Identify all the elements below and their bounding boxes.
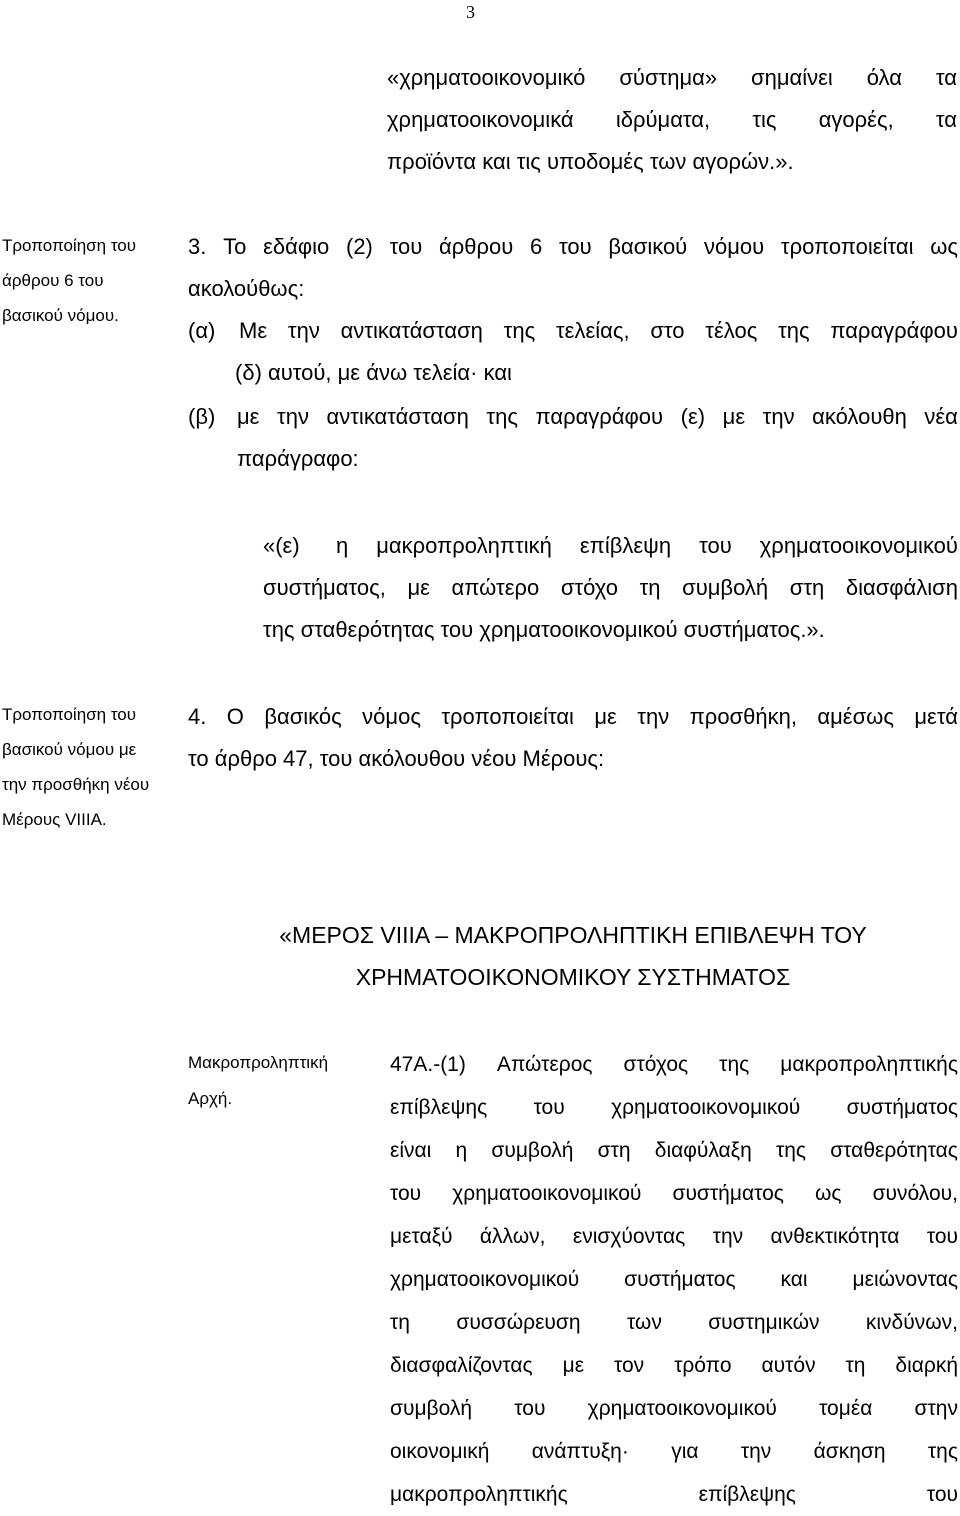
section-4-line2: το άρθρο 47, του ακόλουθου νέου Μέρους: xyxy=(188,746,605,771)
item-a-line1 xyxy=(239,310,958,352)
word: διαρκή xyxy=(895,1354,958,1377)
word: τροποποιείται xyxy=(780,234,914,259)
word: διασφάλιση xyxy=(845,575,958,600)
quote-line-3: προϊόντα και τις υποδομές των αγορών.». xyxy=(387,149,794,174)
word: νόμος xyxy=(362,704,421,729)
word: ενισχύοντας xyxy=(572,1225,686,1248)
word: χρηματοοικονομικού xyxy=(452,1182,642,1205)
word: νέα xyxy=(924,404,958,429)
item-b-line1 xyxy=(237,396,958,438)
word: απώτερο xyxy=(451,575,540,600)
word: ιδρύματα, xyxy=(615,107,711,132)
page-number: 3 xyxy=(466,2,475,22)
word: του xyxy=(390,1182,422,1205)
word: την xyxy=(637,704,670,729)
word: Το xyxy=(223,234,247,259)
item-a-label: (α) xyxy=(188,318,216,343)
word: και xyxy=(780,1268,808,1291)
word: την xyxy=(712,1225,744,1248)
article-47a-line xyxy=(390,1215,958,1258)
section-3-intro-line1 xyxy=(188,226,958,268)
quote-line-2 xyxy=(387,99,957,141)
word: παραγράφου xyxy=(535,404,664,429)
article-47a-line xyxy=(390,1301,958,1344)
part-heading-line2: ΧΡΗΜΑΤΟΟΙΚΟΝΟΜΙΚΟΥ ΣΥΣΤΗΜΑΤΟΣ xyxy=(355,964,791,990)
word: διασφαλίζοντας xyxy=(390,1354,533,1377)
word: συσσώρευση xyxy=(456,1311,581,1334)
word: αντικατάσταση xyxy=(340,318,483,343)
word: τα xyxy=(935,107,957,132)
paragraph-e-label: «(ε) xyxy=(263,533,300,558)
word: είναι xyxy=(390,1139,432,1162)
word: της xyxy=(486,404,518,429)
section-3 xyxy=(188,226,958,310)
section-3-intro-line2: ακολούθως: xyxy=(188,276,305,301)
word: 3. xyxy=(188,234,207,259)
new-paragraph-e xyxy=(263,525,958,651)
word: ως xyxy=(930,234,958,259)
word: προσθήκη, xyxy=(689,704,797,729)
word: οικονομική xyxy=(390,1440,490,1463)
word: ανάπτυξη· xyxy=(531,1440,629,1463)
word: συστημικών xyxy=(708,1311,820,1334)
word: (2) xyxy=(346,234,373,259)
word: του xyxy=(389,234,423,259)
word: στην xyxy=(914,1397,958,1420)
word: της xyxy=(775,1139,807,1162)
word: ανθεκτικότητα xyxy=(770,1225,900,1248)
item-b-label: (β) xyxy=(188,404,216,429)
word: χρηματοοικονομικού xyxy=(759,533,958,558)
margin-note-section-4: Τροποποίηση του βασικού νόμου με την προσθήκη νέου Μέρους VIIIA. xyxy=(2,705,150,829)
word: μακροπροληπτικής xyxy=(390,1483,568,1506)
word: συστήματος xyxy=(846,1096,958,1119)
word: χρηματοοικονομικού xyxy=(611,1096,801,1119)
word: στόχος xyxy=(623,1053,689,1076)
word: με xyxy=(722,404,746,429)
word: 4. xyxy=(188,704,207,729)
word: του xyxy=(533,1096,565,1119)
paragraph-e-line1 xyxy=(336,525,958,567)
word: στο xyxy=(650,318,685,343)
word: μεταξύ xyxy=(390,1225,453,1248)
word: αυτόν xyxy=(761,1354,816,1377)
word: στόχο xyxy=(560,575,618,600)
word: συμβολή xyxy=(491,1139,574,1162)
word: 47Α.-(1) xyxy=(390,1053,466,1076)
word: μετά xyxy=(914,704,958,729)
word: συστήματος, xyxy=(263,575,386,600)
quote-continuation xyxy=(387,57,957,183)
word: σταθερότητας xyxy=(830,1139,958,1162)
word: κινδύνων, xyxy=(865,1311,958,1334)
word: τρόπο xyxy=(674,1354,732,1377)
word: επίβλεψης xyxy=(698,1483,796,1506)
article-47a-line xyxy=(390,1258,958,1301)
word: της xyxy=(719,1053,750,1076)
word: επίβλεψη xyxy=(579,533,672,558)
paragraph-e-line2 xyxy=(263,567,958,609)
word: η xyxy=(336,533,349,558)
section-4 xyxy=(188,696,958,780)
word: με xyxy=(407,575,430,600)
word: διαφύλαξη xyxy=(654,1139,752,1162)
word: «χρηματοοικονομικό xyxy=(387,65,586,90)
word: βασικός xyxy=(264,704,342,729)
word: εδάφιο xyxy=(263,234,330,259)
word: των xyxy=(626,1311,662,1334)
word: χρηματοοικονομικά xyxy=(387,107,574,132)
word: μακροπροληπτική xyxy=(376,533,552,558)
word: βασικού xyxy=(608,234,688,259)
word: συνόλου, xyxy=(872,1182,958,1205)
word: της xyxy=(778,318,810,343)
word: άλλων, xyxy=(479,1225,546,1248)
word: χρηματοοικονομικού xyxy=(390,1268,580,1291)
word: τον xyxy=(613,1354,645,1377)
part-heading-line1: «ΜΕΡΟΣ VIIIA – ΜΑΚΡΟΠΡΟΛΗΠΤΙΚΗ ΕΠΙΒΛΕΨΗ ΤΟΥ xyxy=(279,922,867,948)
word: του xyxy=(926,1483,958,1506)
article-47a-body xyxy=(390,1043,958,1516)
word: παραγράφου xyxy=(830,318,958,343)
word: τη xyxy=(845,1354,866,1377)
item-a-line2: (δ) αυτού, με άνω τελεία· και xyxy=(235,360,512,385)
word: για xyxy=(671,1440,699,1463)
margin-note-section-3: Τροποποίηση του άρθρου 6 του βασικού νόμου. xyxy=(2,236,137,325)
word: τομέα xyxy=(819,1397,873,1420)
word: η xyxy=(455,1139,468,1162)
word: τη xyxy=(639,575,661,600)
article-47a-line xyxy=(390,1043,958,1086)
word: την xyxy=(287,318,320,343)
word: την xyxy=(740,1440,772,1463)
article-47a-line xyxy=(390,1086,958,1129)
quote-line-1 xyxy=(387,57,957,99)
word: με xyxy=(594,704,617,729)
word: άσκηση xyxy=(813,1440,886,1463)
word: ακόλουθη xyxy=(812,404,907,429)
part-heading xyxy=(188,914,958,998)
word: χρηματοοικονομικού xyxy=(587,1397,777,1420)
word: με xyxy=(237,404,260,429)
word: του xyxy=(699,533,732,558)
word: τα xyxy=(935,65,957,90)
word: τέλος xyxy=(705,318,758,343)
article-47a-line xyxy=(390,1344,958,1387)
word: συστήματος xyxy=(672,1182,784,1205)
article-47a-line xyxy=(390,1430,958,1473)
word: τη xyxy=(390,1311,410,1334)
word: αγορές, xyxy=(818,107,894,132)
word: μειώνοντας xyxy=(852,1268,958,1291)
paragraph-e-line3: της σταθερότητας του χρηματοοικονομικού συστήματος.». xyxy=(263,617,825,642)
section-4-line1 xyxy=(188,696,958,738)
word: Απώτερος xyxy=(496,1053,593,1076)
word: άρθρου xyxy=(439,234,514,259)
word: συμβολή xyxy=(390,1397,473,1420)
word: Ο xyxy=(226,704,244,729)
item-b-line2: παράγραφο: xyxy=(237,446,359,471)
article-47a-line xyxy=(390,1387,958,1430)
word: τις xyxy=(752,107,777,132)
word: αντικατάσταση xyxy=(326,404,469,429)
word: όλα xyxy=(866,65,902,90)
word: μακροπροληπτικής xyxy=(780,1053,958,1076)
word: επίβλεψης xyxy=(390,1096,488,1119)
word: τροποποιείται xyxy=(441,704,574,729)
word: σύστημα» xyxy=(619,65,718,90)
word: αμέσως xyxy=(817,704,894,729)
word: 6 xyxy=(530,234,543,259)
article-47a-line xyxy=(390,1473,958,1516)
word: ως xyxy=(814,1182,842,1205)
word: συστήματος xyxy=(624,1268,736,1291)
word: συμβολή xyxy=(682,575,769,600)
word: του xyxy=(514,1397,546,1420)
word: την xyxy=(762,404,795,429)
word: την xyxy=(277,404,309,429)
word: Με xyxy=(239,318,268,343)
word: τελείας, xyxy=(555,318,630,343)
word: του xyxy=(926,1225,958,1248)
word: στη xyxy=(789,575,825,600)
word: νόμου xyxy=(703,234,765,259)
word: σημαίνει xyxy=(751,65,833,90)
article-47a-line xyxy=(390,1129,958,1172)
word: της xyxy=(503,318,536,343)
word: στη xyxy=(597,1139,631,1162)
word: με xyxy=(562,1354,585,1377)
article-47a-margin-label: Μακροπροληπτική Αρχή. xyxy=(188,1053,329,1108)
word: (ε) xyxy=(680,404,706,429)
word: της xyxy=(927,1440,958,1463)
article-47a-line xyxy=(390,1172,958,1215)
word: του xyxy=(558,234,592,259)
